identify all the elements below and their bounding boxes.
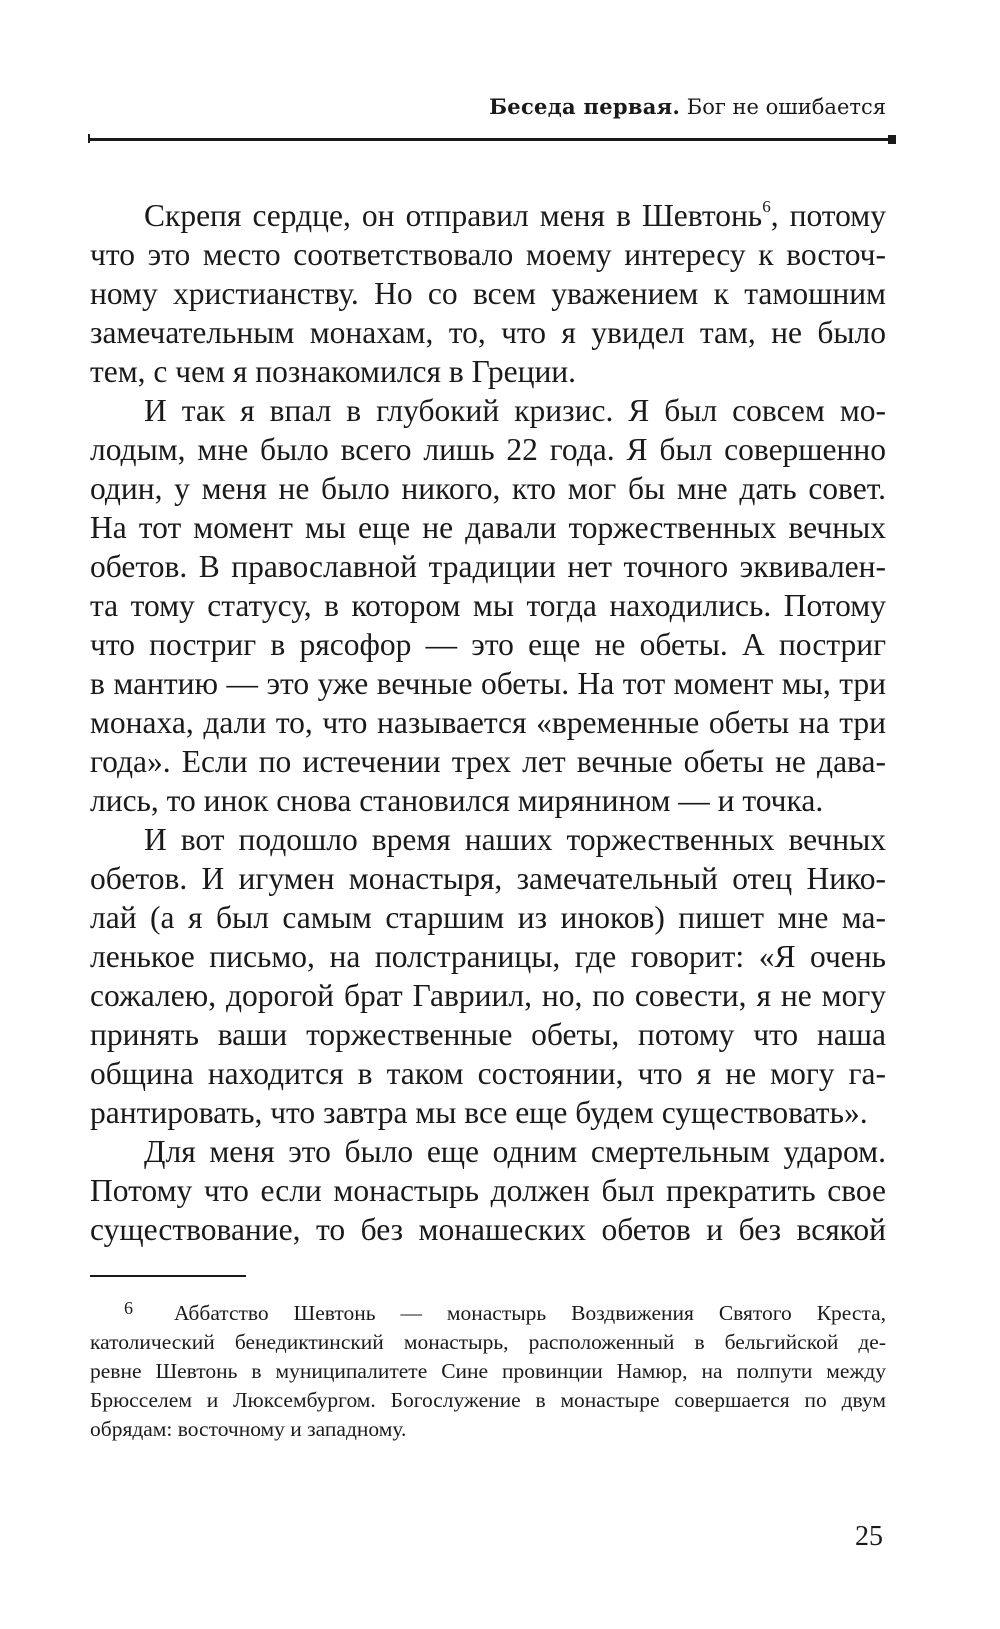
text-line: ленькое письмо, на полстраницы, где говорит: «Я очень [90,939,886,974]
text-line: обетов. В православной традиции нет точного эквивален- [90,549,886,584]
header-rule [90,138,890,141]
text-line: принять ваши торжественные обеты, потому что наша [90,1017,886,1052]
text-line: в мантию — это уже вечные обеты. На тот момент мы, три [90,666,886,701]
text-line: лай (а я был самым старшим из иноков) пишет мне ма- [90,900,886,935]
footnote-line: обрядам: восточному и западному. [90,1417,407,1441]
text-line: сожалею, дорогой брат Гавриил, но, по совести, я не могу [90,978,886,1013]
text-line: года». Если по истечении трех лет вечные обеты не дава- [90,744,886,779]
footnote-number: 6 [124,1298,133,1318]
footnote-line: 6 Аббатство Шевтонь — монастырь Воздвижения Святого Креста, [90,1294,886,1328]
text-line: замечательным монахам, то, что я увидел там, не было [90,315,886,350]
text-line: ному христианству. Но со всем уважением к тамошним [90,276,886,311]
text-line: лодым, мне было всего лишь 22 года. Я был совершенно [90,432,886,467]
text-line: На тот момент мы еще не давали торжественных вечных [90,510,886,545]
chapter-title: Бог не ошибается [686,95,886,119]
running-header [0,94,886,120]
text-line: тем, с чем я познакомился в Греции. [90,354,577,389]
text-line: община находится в таком состоянии, что я не могу га- [90,1056,886,1091]
page-number: 25 [855,1521,883,1552]
text-line: что это место соответствовало моему интересу к восточ- [90,237,886,272]
text-line: Для меня это было еще одним смертельным ударом. [144,1134,886,1169]
footnote-line: Брюсселем и Люксембургом. Богослужение в монастыре совершается по двум [90,1388,886,1412]
footnote-line: католический бенедиктинский монастырь, расположенный в бельгийской де- [90,1330,886,1354]
text-line: один, у меня не было никого, кто мог бы мне дать совет. [90,471,886,506]
text-line: монаха, дали то, что называется «временные обеты на три [90,705,886,740]
text-line: Скрепя сердце, он отправил меня в Шевтонь$^6$, потому [144,197,886,233]
text-line: И так я впал в глубокий кризис. Я был совсем мо- [144,393,886,428]
text-line: рантировать, что завтра мы все еще будем существовать». [90,1095,868,1130]
text-line: обетов. И игумен монастыря, замечательный отец Нико- [90,861,886,896]
text-line: та тому статусу, в котором мы тогда находились. Потому [90,588,886,623]
text-line: лись, то инок снова становился мирянином — и точка. [90,783,824,818]
main-text [90,196,886,1249]
footnote-ref: 6 [762,197,771,216]
footnote-line: ревне Шевтонь в муниципалитете Сине провинции Намюр, на полпути между [90,1359,886,1383]
footnote-rule [90,1275,246,1277]
text-line: существование, то без монашеских обетов и без всякой [90,1212,886,1247]
chapter-label: Беседа первая. [489,94,681,119]
text-line: И вот подошло время наших торжественных вечных [144,822,886,857]
footnote [90,1294,886,1444]
text-line: что постриг в рясофор — это еще не обеты. А постриг [90,627,886,662]
text-line: Потому что если монастырь должен был прекратить свое [90,1173,886,1208]
